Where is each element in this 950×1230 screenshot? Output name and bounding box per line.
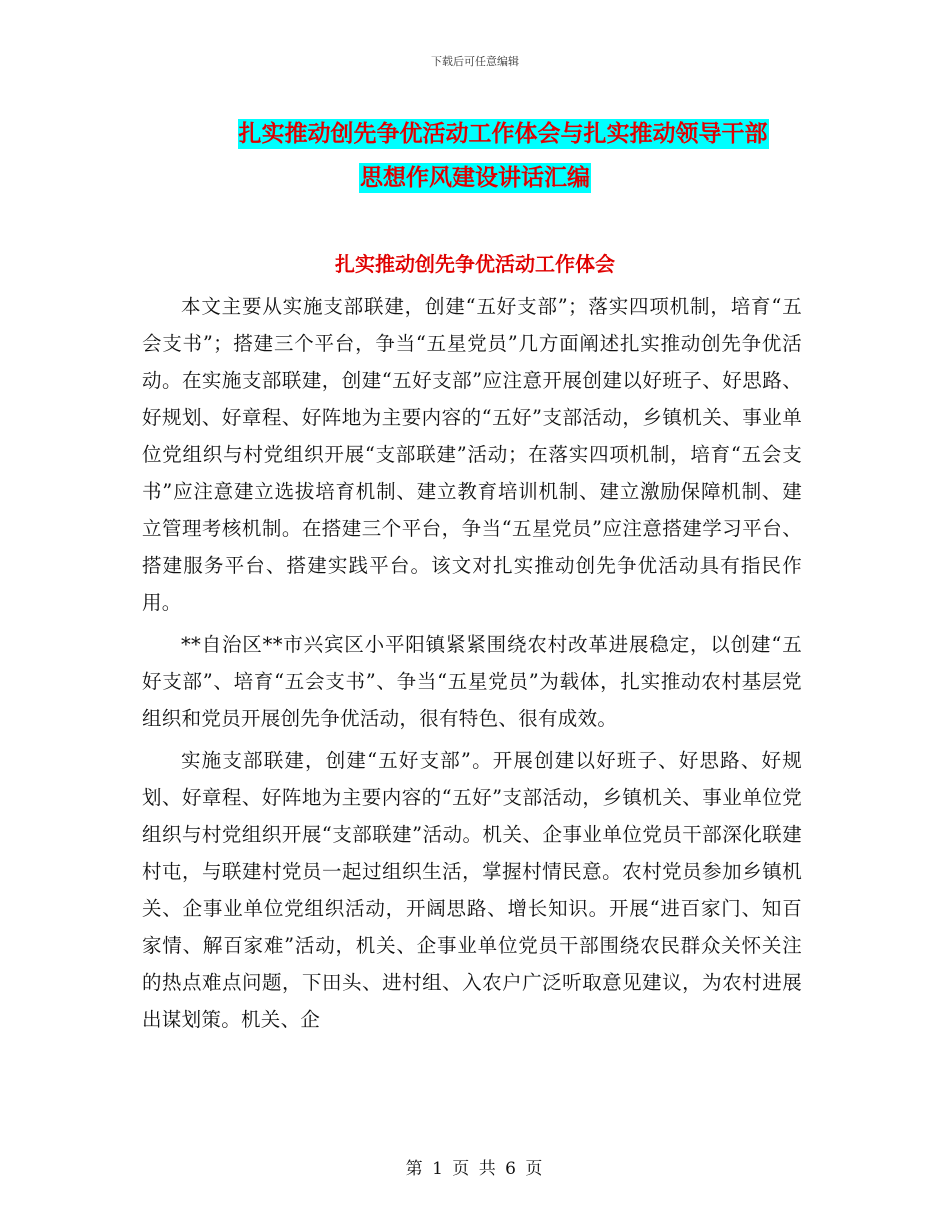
document-title-line-2 (0, 159, 950, 192)
paragraph: **自治区**市兴宾区小平阳镇紧紧围绕农村改革进展稳定，以创建“五好支部”、培育“五会支书”、争当“五星党员”为载体，扎实推动农村基层党组织和党员开展创先争优活动，很有特色、很有成效。 (142, 633, 802, 730)
header-note: 下载后可任意编辑 (431, 55, 519, 68)
paragraph: 本文主要从实施支部联建，创建“五好支部”；落实四项机制，培育“五会支书”；搭建三个平台，争当“五星党员”几方面阐述扎实推动创先争优活动。在实施支部联建，创建“五好支部”应注意开展创建以好班子、好思路、好规划、好章程、好阵地为主要内容的“五好”支部活动，乡镇机关、事业单位党组织与村党组织开展“支部联建”活动；在落实四项机制，培育“五会支书”应注意建立选拔培育机制、建立教育培训机制、建立激励保障机制、建立管理考核机制。在搭建三个平台，争当“五星党员”应注意搭建学习平台、搭建服务平台、搭建实践平台。该文对扎实推动创先争优活动具有指民作用。 (142, 295, 802, 614)
page-footer: 第 1 页 共 6 页 (405, 1159, 545, 1179)
document-body (142, 288, 802, 1043)
document-title-text-1: 扎实推动创先争优活动工作体会与扎实推动领导干部 (238, 121, 768, 147)
section-title: 扎实推动创先争优活动工作体会 (335, 252, 615, 276)
paragraph: 实施支部联建，创建“五好支部”。开展创建以好班子、好思路、好规划、好章程、好阵地为主要内容的“五好”支部活动，乡镇机关、事业单位党组织与村党组织开展“支部联建”活动。机关、企事业单位党员干部深化联建村屯，与联建村党员一起过组织生活，掌握村情民意。农村党员参加乡镇机关、企事业单位党组织活动，开阔思路、增长知识。开展“进百家门、知百家情、解百家难”活动，机关、企事业单位党员干部围绕农民群众关怀关注的热点难点问题，下田头、进村组、入农户广泛听取意见建议，为农村进展出谋划策。机关、企 (142, 749, 802, 1031)
document-title-line-1 (28, 115, 950, 148)
document-title-text-2: 思想作风建设讲话汇编 (360, 165, 590, 191)
